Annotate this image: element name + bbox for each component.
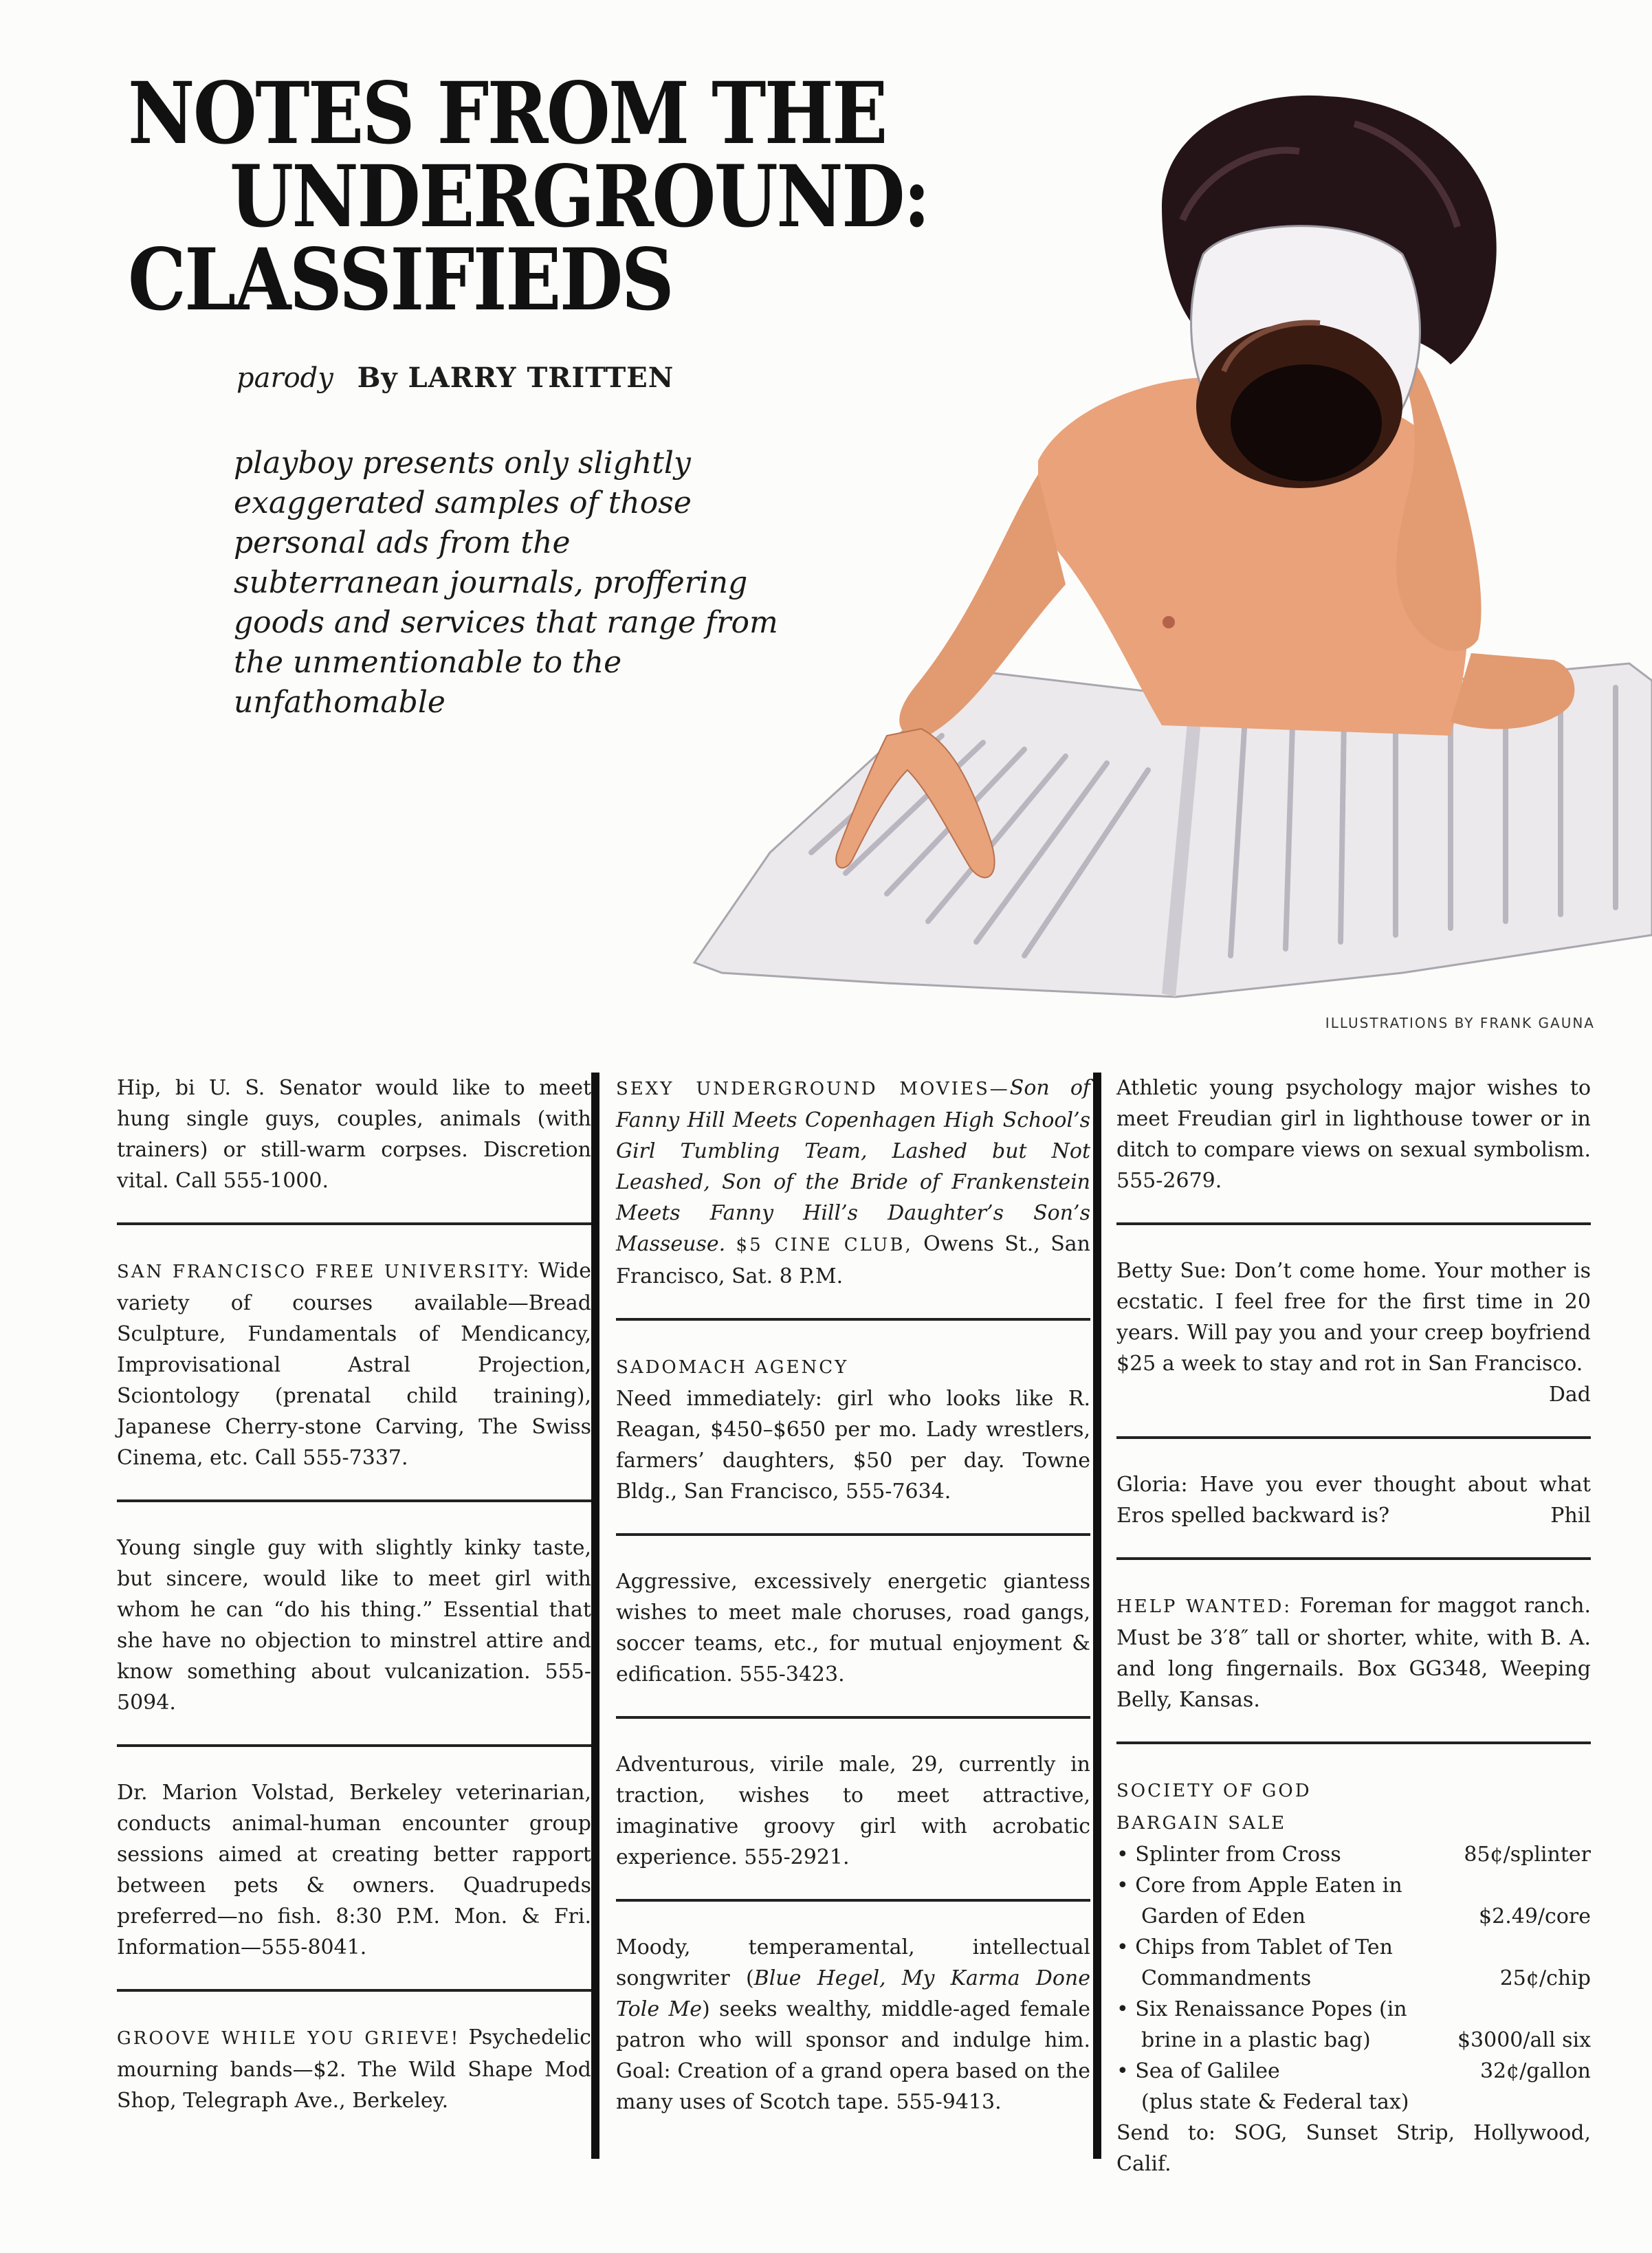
ad-text: Dr. Marion Volstad, Berkeley veterinarian, conducts animal-human encounter group sessions aimed at creating better rapport between pets & owners. Quadrupeds preferred—no fish. 8:30 P.M. Mon. & Fri. Information—555-8041.: [117, 1781, 591, 1959]
classified-ad: [1116, 1590, 1591, 1715]
ad-divider: [1116, 1436, 1591, 1439]
sale-item: • Sea of Galilee 32¢/gallon: [1116, 2059, 1591, 2083]
classified-ad: [616, 1566, 1090, 1690]
ad-divider: [117, 1499, 591, 1502]
column-rule-left: [591, 1073, 599, 2159]
ad-text: Gloria: Have you ever thought about what Eros spelled backward is?: [1116, 1473, 1591, 1528]
ad-heading: SOCIETY OF GOD: [1116, 1781, 1312, 1801]
ad-heading: SEXY UNDERGROUND MOVIES—: [616, 1079, 1010, 1099]
column-rule-right: [1093, 1073, 1101, 2159]
ad-text: Aggressive, excessively energetic giantess wishes to meet male choruses, road gangs, soccer teams, etc., for mutual enjoyment & edification. 555-3423.: [616, 1570, 1090, 1686]
ad-text: Athletic young psychology major wishes to meet Freudian girl in lighthouse tower or in ditch to compare views on sexual symbolism. 555-2679.: [1116, 1076, 1591, 1193]
classified-ad: [616, 1932, 1090, 2118]
illustration-reader-with-cup: [681, 48, 1652, 1011]
sale-item: • Core from Apple Eaten in: [1116, 1873, 1402, 1898]
ad-divider: [117, 1989, 591, 1992]
ad-signature: Phil: [1550, 1504, 1591, 1528]
classified-ad: [117, 1532, 591, 1718]
ad-divider: [1116, 1741, 1591, 1744]
byline: [236, 362, 674, 394]
classified-ad: [1116, 1073, 1591, 1196]
ad-divider: [616, 1533, 1090, 1536]
ad-heading: HELP WANTED:: [1116, 1596, 1292, 1617]
classified-ad: [616, 1073, 1090, 1292]
title-line-1: NOTES FROM THE: [128, 64, 886, 164]
ad-text: Psychedelic mourning bands—$2. The Wild Shape Mod Shop, Telegraph Ave., Berkeley.: [117, 2025, 591, 2113]
ad-heading: GROOVE WHILE YOU GRIEVE!: [117, 2028, 461, 2049]
classified-ad-bargain-sale: [1116, 1774, 1591, 2179]
column-3: [1116, 1073, 1591, 2179]
ad-text: Young single guy with slightly kinky taste, but sincere, would like to meet girl with whom he can “do his thing.” Essential that she have no objection to minstrel attire and know something about vulcanization. 555-5094.: [117, 1536, 591, 1715]
ad-heading: SAN FRANCISCO FREE UNIVERSITY:: [117, 1262, 531, 1282]
sale-item-cont: brine in a plastic bag) $3000/all six: [1141, 2028, 1591, 2052]
sale-item-cont: (plus state & Federal tax): [1141, 2090, 1409, 2114]
classified-ad: [1116, 1255, 1591, 1410]
ad-divider: [616, 1318, 1090, 1321]
ad-text: Owens St., San Francisco, Sat. 8 P.M.: [616, 1232, 1090, 1288]
ad-text: Foreman for maggot ranch. Must be 3′8″ tall or shorter, white, with B. A. and long fingernails. Box GG348, Weeping Belly, Kansas.: [1116, 1594, 1591, 1712]
ad-heading: SADOMACH AGENCY: [616, 1357, 849, 1378]
classified-ad: [117, 1073, 591, 1196]
ad-divider: [616, 1899, 1090, 1902]
classified-ad: [616, 1749, 1090, 1873]
ad-text: Betty Sue: Don’t come home. Your mother is ecstatic. I feel free for the first time in 20 years. Will pay you and your creep boyfriend $25 a week to stay and rot in San Francisco.: [1116, 1259, 1591, 1376]
ad-text: Need immediately: girl who looks like R. Reagan, $450–$650 per mo. Lady wrestlers, farmers’ daughters, $50 per day. Towne Bldg., San Francisco, 555-7634.: [616, 1387, 1090, 1504]
ad-text: Moody, temperamental, intellectual songwriter (: [616, 1935, 1090, 1990]
byline-author: By LARRY TRITTEN: [357, 362, 674, 394]
deck-text: playboy presents only slightly exaggerated samples of those personal ads from the subterranean journals, proffering goods and services that range from the unmentionable to the unfathomable: [234, 446, 778, 720]
illustration-credit: ILLUSTRATIONS BY FRANK GAUNA: [1325, 1015, 1595, 1031]
sale-item-cont: Commandments 25¢/chip: [1141, 1966, 1591, 1990]
ad-titles: Blue Hegel, My Karma Done Tole Me: [616, 1966, 1090, 2021]
ad-club-name: $5 CINE CLUB,: [736, 1235, 913, 1255]
classified-ad: [1116, 1469, 1591, 1531]
ad-text: ) seeks wealthy, middle-aged female patron who will sponsor and indulge him. Goal: Creation of a grand opera based on the many uses of Scotch tape. 555-9413.: [616, 1997, 1090, 2114]
ad-divider: [616, 1716, 1090, 1719]
ad-divider: [117, 1222, 591, 1225]
classified-ad: [117, 2022, 591, 2116]
ad-divider: [1116, 1222, 1591, 1225]
classified-ad: [616, 1351, 1090, 1507]
cup-icon: [1191, 226, 1420, 488]
ad-text: Hip, bi U. S. Senator would like to meet hung single guys, couples, animals (with trainers) or still-warm corpses. Discretion vital. Call 555-1000.: [117, 1076, 591, 1193]
title-line-3: CLASSIFIEDS: [128, 230, 673, 330]
column-1: [117, 1073, 591, 2116]
classified-ad: [117, 1255, 591, 1473]
sale-item: • Six Renaissance Popes (in: [1116, 1997, 1407, 2021]
sale-item-cont: Garden of Eden $2.49/core: [1141, 1904, 1591, 1928]
ad-divider: [1116, 1557, 1591, 1560]
title-line-2: UNDERGROUND:: [230, 147, 929, 247]
ad-signature: Dad: [1548, 1383, 1591, 1407]
column-2: [616, 1073, 1090, 2118]
classified-ad: [117, 1777, 591, 1963]
ad-text: Wide variety of courses available—Bread Sculpture, Fundamentals of Mendicancy, Improvisational Astral Projection, Sciontology (prenatal child training), Japanese Cherry-stone Carving, The Swiss Cinema, etc. Call 555-7337.: [117, 1259, 591, 1470]
ad-subheading: BARGAIN SALE: [1116, 1813, 1287, 1834]
ad-text: Adventurous, virile male, 29, currently in traction, wishes to meet attractive, imaginative groovy girl with acrobatic experience. 555-2921.: [616, 1752, 1090, 1869]
sale-item: • Splinter from Cross 85¢/splinter: [1116, 1843, 1591, 1867]
ad-divider: [117, 1744, 591, 1747]
byline-prefix: parody: [236, 362, 333, 394]
ad-text: Send to: SOG, Sunset Strip, Hollywood, Calif.: [1116, 2121, 1591, 2176]
ad-titles: Son of Fanny Hill Meets Copenhagen High School’s Girl Tumbling Team, Lashed but Not Leashed, Son of the Bride of Frankenstein Meets Fanny Hill’s Daughter’s Son’s Masseuse.: [616, 1076, 1091, 1256]
sale-item: • Chips from Tablet of Ten: [1116, 1935, 1393, 1959]
